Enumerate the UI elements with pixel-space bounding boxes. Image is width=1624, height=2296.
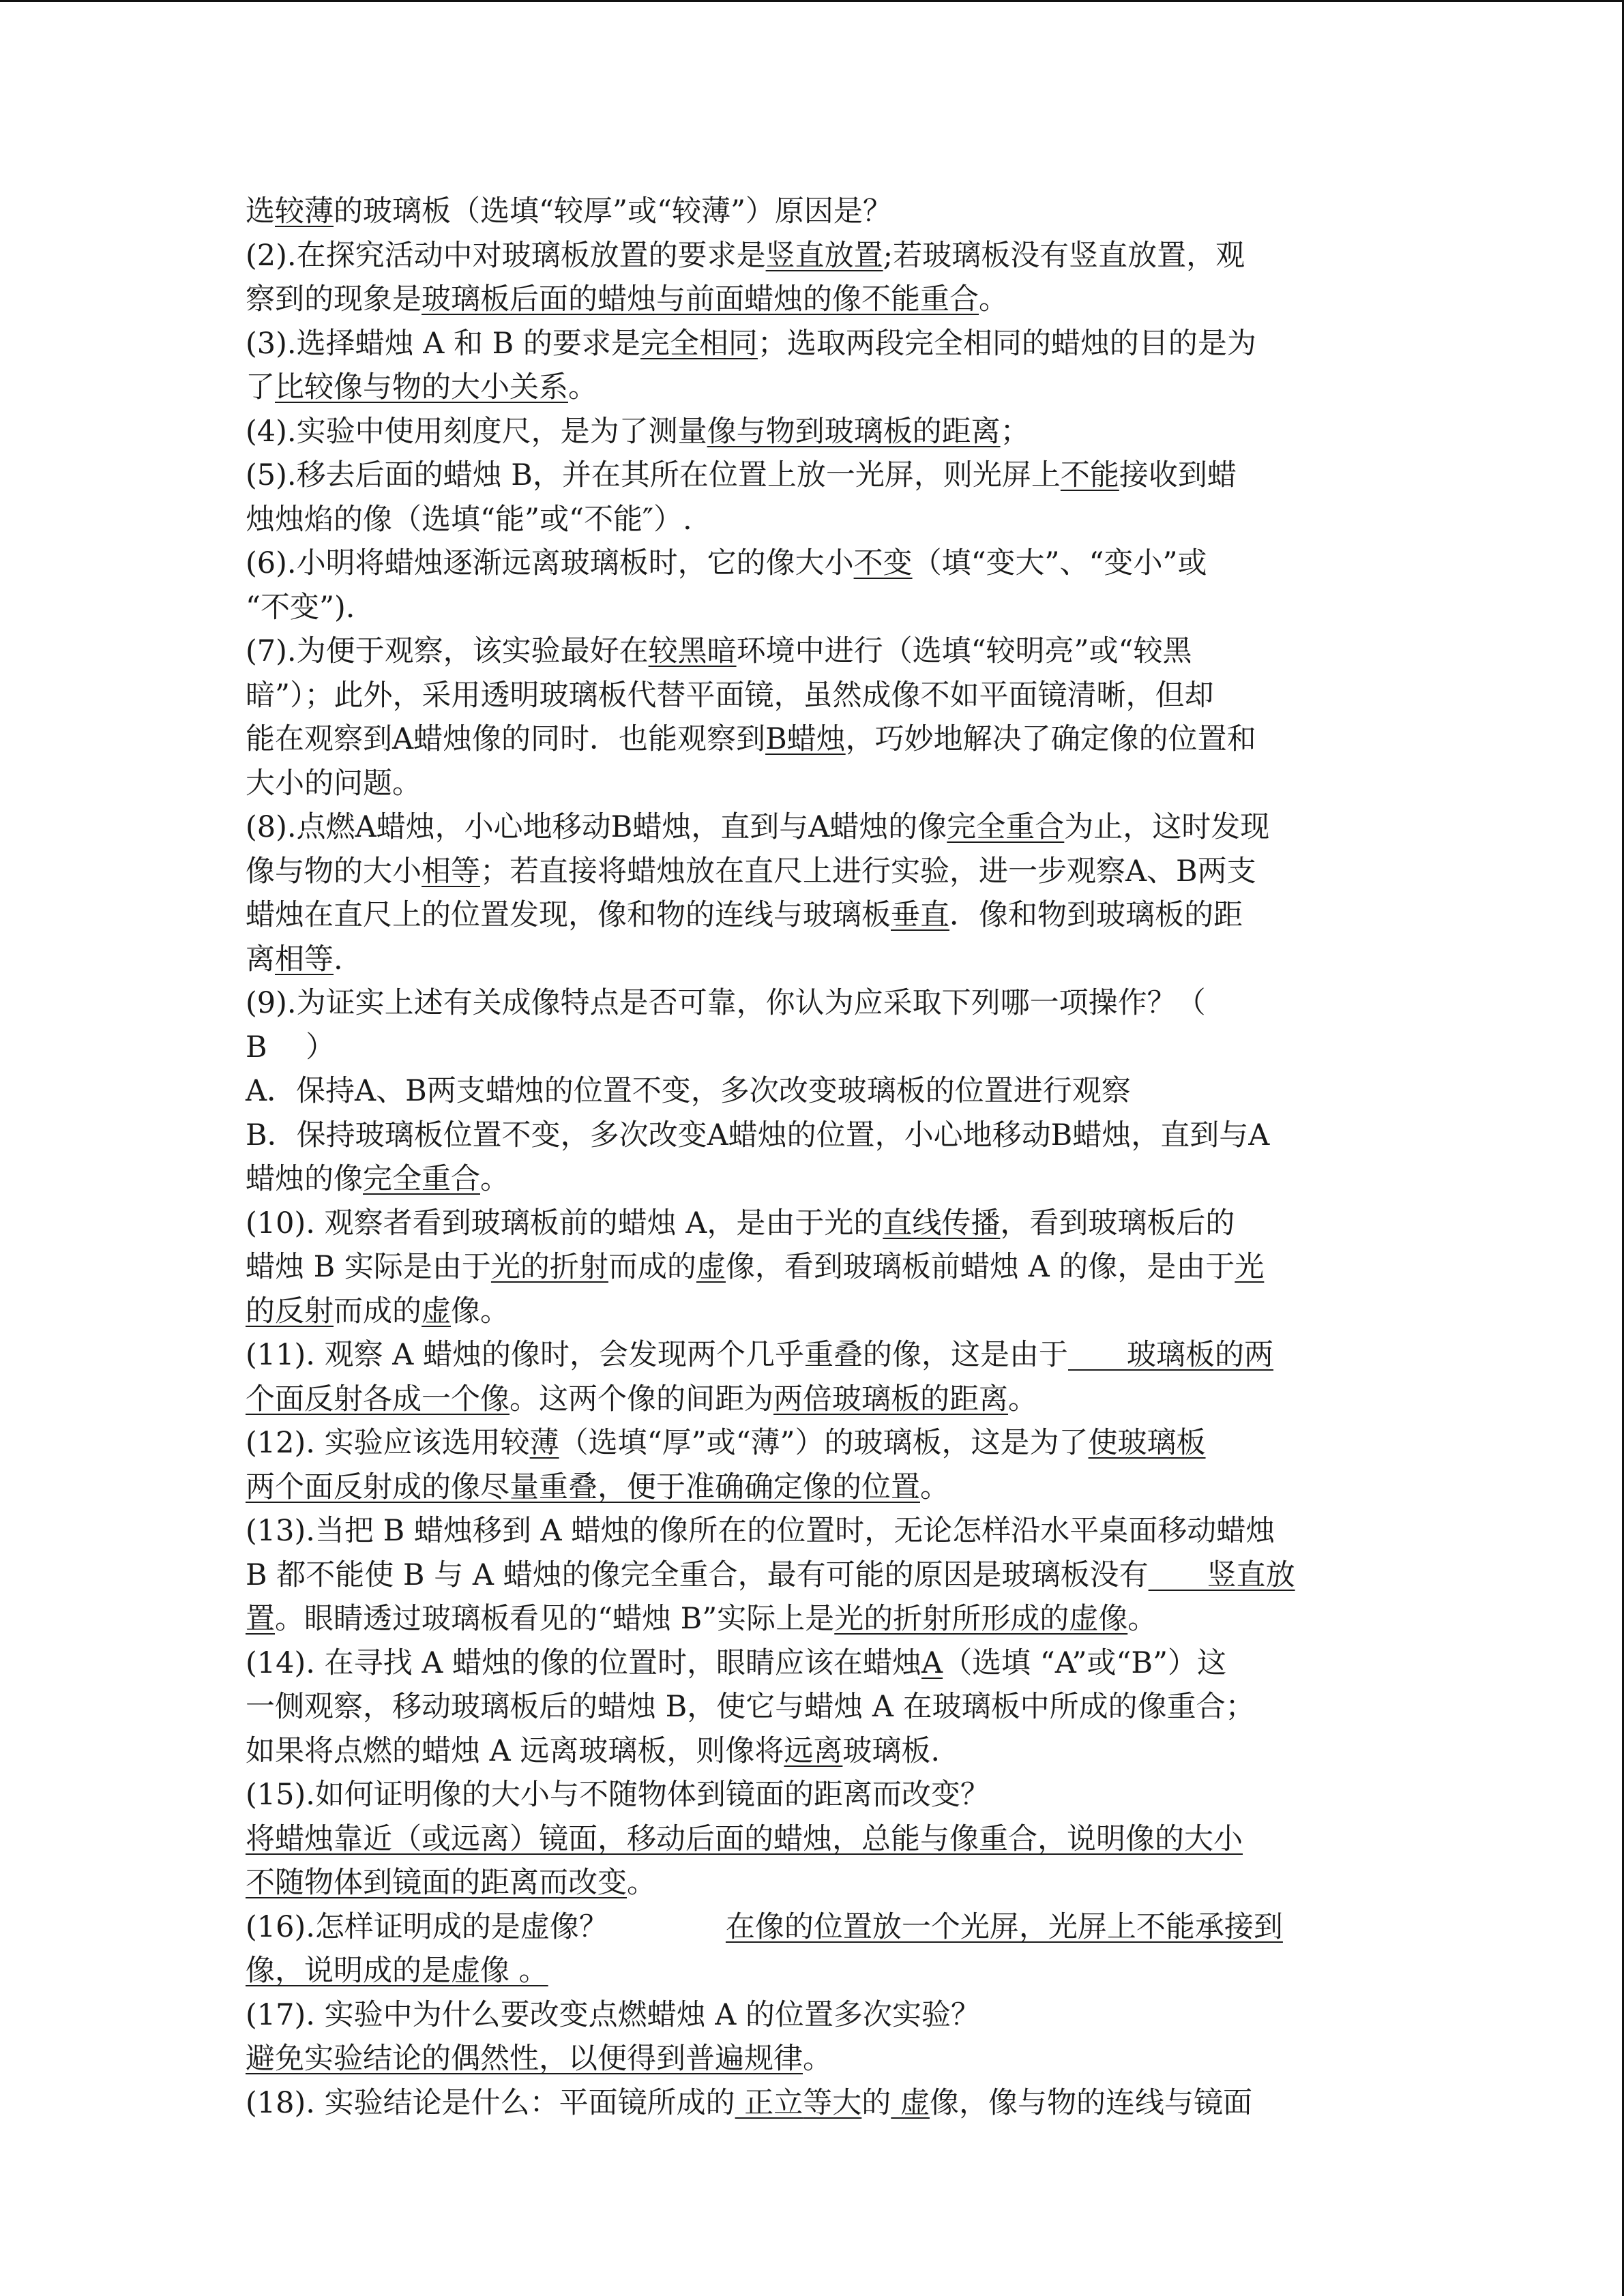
- underlined-answer: 完全重合: [947, 810, 1065, 844]
- text-line: [246, 1993, 1378, 2038]
- underlined-answer: 比较像与物的大小关系: [275, 370, 568, 404]
- underlined-answer: 置: [246, 1602, 275, 1636]
- underlined-answer: 直线传播: [883, 1206, 1001, 1240]
- text-segment: 能在观察到A蜡烛像的同时．也能观察到: [246, 722, 766, 756]
- text-segment: (11). 观察 A 蜡烛的像时，会发现两个几乎重叠的像，这是由于: [246, 1338, 1068, 1372]
- underlined-answer: 完全相同: [640, 326, 758, 361]
- text-segment: 像。: [451, 1294, 510, 1328]
- text-line: [246, 1773, 1378, 1817]
- text-segment: (5).移去后面的蜡烛 B，并在其所在位置上放一光屏，则光屏上: [246, 458, 1061, 492]
- text-segment: 蜡烛的像: [246, 1162, 363, 1196]
- text-segment: 的: [861, 2085, 891, 2120]
- text-segment: (8).点燃A蜡烛，小心地移动B蜡烛，直到与A蜡烛的像: [246, 810, 947, 844]
- text-line: [246, 805, 1378, 850]
- text-segment: (17). 实验中为什么要改变点燃蜡烛 A 的位置多次实验？: [246, 1997, 980, 2032]
- text-line: [246, 541, 1378, 586]
- text-segment: 为止，这时发现: [1064, 810, 1270, 844]
- underlined-answer: A: [921, 1645, 943, 1680]
- text-line: [246, 1245, 1378, 1289]
- text-line: [246, 1641, 1378, 1686]
- text-line: [246, 1157, 1378, 1202]
- text-line: [246, 278, 1378, 322]
- text-segment: 如果将点燃的蜡烛 A 远离玻璃板，则像将: [246, 1733, 784, 1768]
- text-line: [246, 1377, 1378, 1422]
- text-segment: A．保持A、B两支蜡烛的位置不变，多次改变玻璃板的位置进行观察: [246, 1074, 1131, 1108]
- text-segment: 。: [1127, 1602, 1157, 1636]
- underlined-answer: 玻璃板后面的蜡烛与前面蜡烛的像不能重合: [422, 282, 979, 316]
- text-segment: (14). 在寻找 A 蜡烛的像的位置时，眼睛应该在蜡烛: [246, 1645, 921, 1680]
- text-line: [246, 1509, 1378, 1553]
- text-line: [246, 893, 1378, 938]
- underlined-answer: 相等: [422, 854, 480, 889]
- text-segment: 蜡烛在直尺上的位置发现，像和物的连线与玻璃板: [246, 898, 891, 932]
- text-line: [246, 234, 1378, 278]
- text-line: [246, 762, 1378, 806]
- text-segment: .: [334, 942, 343, 976]
- text-line: [246, 1861, 1378, 1905]
- underlined-answer: 玻璃板的两: [1068, 1338, 1273, 1372]
- underlined-answer: 在像的位置放一个光屏，光屏上不能承接到: [725, 1909, 1283, 1944]
- text-segment: 蜡烛 B 实际是由于: [246, 1250, 491, 1284]
- text-segment: 离: [246, 942, 275, 976]
- text-line: [246, 1949, 1378, 1993]
- text-segment: ;若玻璃板没有竖直放置，观: [883, 238, 1245, 273]
- text-line: [246, 586, 1378, 630]
- underlined-answer: 较薄: [275, 194, 334, 228]
- text-line: [246, 190, 1378, 234]
- text-line: [246, 1202, 1378, 1246]
- text-line: [246, 1069, 1378, 1114]
- text-segment: 。: [803, 2042, 832, 2076]
- text-line: [246, 674, 1378, 718]
- text-segment: 。: [480, 1162, 510, 1196]
- text-segment: (13).当把 B 蜡烛移到 A 蜡烛的像所在的位置时，无论怎样沿水平桌面移动蜡烛: [246, 1514, 1275, 1548]
- text-segment: 。: [920, 1470, 949, 1504]
- underlined-answer: 的反射: [246, 1294, 334, 1328]
- text-segment: (6).小明将蜡烛逐渐远离玻璃板时，它的像大小: [246, 546, 854, 580]
- document-body: [246, 190, 1378, 2125]
- underlined-answer: 两倍玻璃板的距离: [773, 1382, 1008, 1416]
- underlined-answer: 等大: [803, 2085, 862, 2120]
- text-segment: 。: [568, 370, 597, 404]
- text-line: [246, 717, 1378, 762]
- text-segment: 像，像与物的连线与镜面: [929, 2085, 1252, 2120]
- text-segment: 选: [246, 194, 275, 228]
- text-line: [246, 1685, 1378, 1729]
- text-segment: 像，看到玻璃板前蜡烛 A 的像，是由于: [725, 1250, 1235, 1284]
- text-line: [246, 366, 1378, 410]
- text-segment: (12). 实验应该选用较: [246, 1426, 530, 1460]
- text-line: [246, 1026, 1378, 1070]
- text-segment: 而成的: [608, 1250, 696, 1284]
- text-line: [246, 1905, 1378, 1950]
- text-segment: 烛烛焰的像（选填“能”或“不能″）.: [246, 502, 692, 537]
- text-line: [246, 850, 1378, 894]
- text-line: [246, 1421, 1378, 1465]
- text-segment: (9).为证实上述有关成像特点是否可靠，你认为应采取下列哪一项操作？（: [246, 986, 1206, 1020]
- text-segment: ，巧妙地解决了确定像的位置和: [845, 722, 1256, 756]
- text-segment: （选填“厚”或“薄”）的玻璃板，这是为了: [559, 1426, 1089, 1460]
- underlined-answer: 使玻璃板: [1088, 1426, 1206, 1460]
- text-segment: 察到的现象是: [246, 282, 422, 316]
- text-segment: 。眼睛透过玻璃板看见的“蜡烛 B”实际上是: [275, 1602, 835, 1636]
- text-line: [246, 1729, 1378, 1774]
- text-line: [246, 410, 1378, 454]
- text-segment: 了: [246, 370, 275, 404]
- text-segment: (2).在探究活动中对玻璃板放置的要求是: [246, 238, 766, 273]
- text-segment: 像与物的大小: [246, 854, 422, 889]
- text-segment: B．保持玻璃板位置不变，多次改变A蜡烛的位置，小心地移动B蜡烛，直到与A: [246, 1118, 1270, 1152]
- text-segment: 。这两个像的间距为: [510, 1382, 773, 1416]
- underlined-answer: 不能: [1060, 458, 1119, 492]
- text-line: [246, 938, 1378, 982]
- text-segment: （填“变大”、“变小”或: [912, 546, 1207, 580]
- text-segment: “不变”).: [246, 590, 355, 625]
- underlined-answer: 正立: [735, 2085, 803, 2120]
- underlined-answer: 光的折射: [490, 1250, 608, 1284]
- underlined-answer: 较黑暗: [648, 634, 737, 668]
- text-line: [246, 322, 1378, 366]
- text-segment: 玻璃板.: [842, 1733, 941, 1768]
- text-segment: 一侧观察，移动玻璃板后的蜡烛 B，使它与蜡烛 A 在玻璃板中所成的像重合；: [246, 1690, 1255, 1724]
- text-line: [246, 1817, 1378, 1862]
- underlined-answer: 不随物体到镜面的距离而改变: [246, 1866, 627, 1900]
- page-border-top: [0, 0, 1624, 2]
- underlined-answer: 像与物到玻璃板的距离: [707, 414, 1001, 449]
- underlined-answer: 薄: [529, 1426, 559, 1460]
- underlined-answer: 竖直放置: [765, 238, 883, 273]
- text-segment: (10). 观察者看到玻璃板前的蜡烛 A，是由于光的: [246, 1206, 883, 1240]
- text-segment: (7).为便于观察，该实验最好在: [246, 634, 649, 668]
- text-segment: ；: [1000, 414, 1030, 449]
- text-line: [246, 1465, 1378, 1510]
- text-line: [246, 1114, 1378, 1158]
- underlined-answer: 光: [1235, 1250, 1265, 1284]
- text-segment: B 都不能使 B 与 A 蜡烛的像完全重合，最有可能的原因是玻璃板没有: [246, 1557, 1149, 1592]
- text-segment: ，看到玻璃板后的: [1000, 1206, 1235, 1240]
- underlined-answer: B蜡烛: [765, 722, 846, 756]
- underlined-answer: 将蜡烛靠近（或远离）镜面，移动后面的蜡烛，总能与像重合，说明像的大小: [246, 1821, 1243, 1856]
- text-segment: 接收到蜡: [1119, 458, 1237, 492]
- underlined-answer: 虚: [422, 1294, 451, 1328]
- underlined-answer: 不变: [853, 546, 913, 580]
- text-segment: B ）: [246, 1030, 336, 1064]
- text-segment: 。: [627, 1866, 656, 1900]
- underlined-answer: 完全重合: [363, 1162, 480, 1196]
- text-segment: 。: [979, 282, 1008, 316]
- text-segment: ．像和物到玻璃板的距: [949, 898, 1243, 932]
- underlined-answer: 虚: [891, 2085, 930, 2120]
- underlined-answer: 垂直: [891, 898, 949, 932]
- text-line: [246, 453, 1378, 498]
- underlined-answer: 相等: [275, 942, 334, 976]
- text-segment: 暗”）；此外，采用透明玻璃板代替平面镜，虽然成像不如平面镜清晰，但却: [246, 678, 1214, 713]
- text-line: [246, 1333, 1378, 1377]
- text-segment: (15).如何证明像的大小与不随物体到镜面的距离而改变？: [246, 1778, 990, 1812]
- text-line: [246, 629, 1378, 674]
- underlined-answer: 避免实验结论的偶然性，以便得到普遍规律: [246, 2042, 803, 2076]
- text-segment: 的玻璃板（选填“较厚”或“较薄”）原因是？: [334, 194, 892, 228]
- text-segment: ；选取两段完全相同的蜡烛的目的是为: [757, 326, 1256, 361]
- text-segment: 。: [1008, 1382, 1037, 1416]
- text-line: [246, 1553, 1378, 1598]
- underlined-answer: 光的折射所形成的虚像: [834, 1602, 1128, 1636]
- text-line: [246, 981, 1378, 1026]
- text-segment: （选填 “A”或“B”）这: [943, 1645, 1226, 1680]
- text-segment: (16).怎样证明成的是虚像？: [246, 1909, 726, 1944]
- text-segment: (4).实验中使用刻度尺，是为了测量: [246, 414, 707, 449]
- text-segment: 环境中进行（选填“较明亮”或“较黑: [736, 634, 1192, 668]
- underlined-answer: 远离: [784, 1733, 843, 1768]
- text-line: [246, 1597, 1378, 1641]
- underlined-answer: 两个面反射成的像尽量重叠，便于准确确定像的位置: [246, 1470, 920, 1504]
- text-segment: 大小的问题。: [246, 766, 422, 801]
- text-line: [246, 1289, 1378, 1334]
- text-line: [246, 2037, 1378, 2081]
- underlined-answer: 个面反射各成一个像: [246, 1382, 510, 1416]
- text-line: [246, 2081, 1378, 2126]
- text-segment: (18). 实验结论是什么：平面镜所成的: [246, 2085, 735, 2120]
- underlined-answer: 像，说明成的是虚像 。: [246, 1954, 548, 1988]
- text-segment: (3).选择蜡烛 A 和 B 的要求是: [246, 326, 640, 361]
- text-segment: 而成的: [334, 1294, 422, 1328]
- underlined-answer: 竖直放: [1148, 1557, 1295, 1592]
- text-line: [246, 498, 1378, 542]
- text-segment: ；若直接将蜡烛放在直尺上进行实验，进一步观察A、B两支: [480, 854, 1256, 889]
- underlined-answer: 虚: [696, 1250, 726, 1284]
